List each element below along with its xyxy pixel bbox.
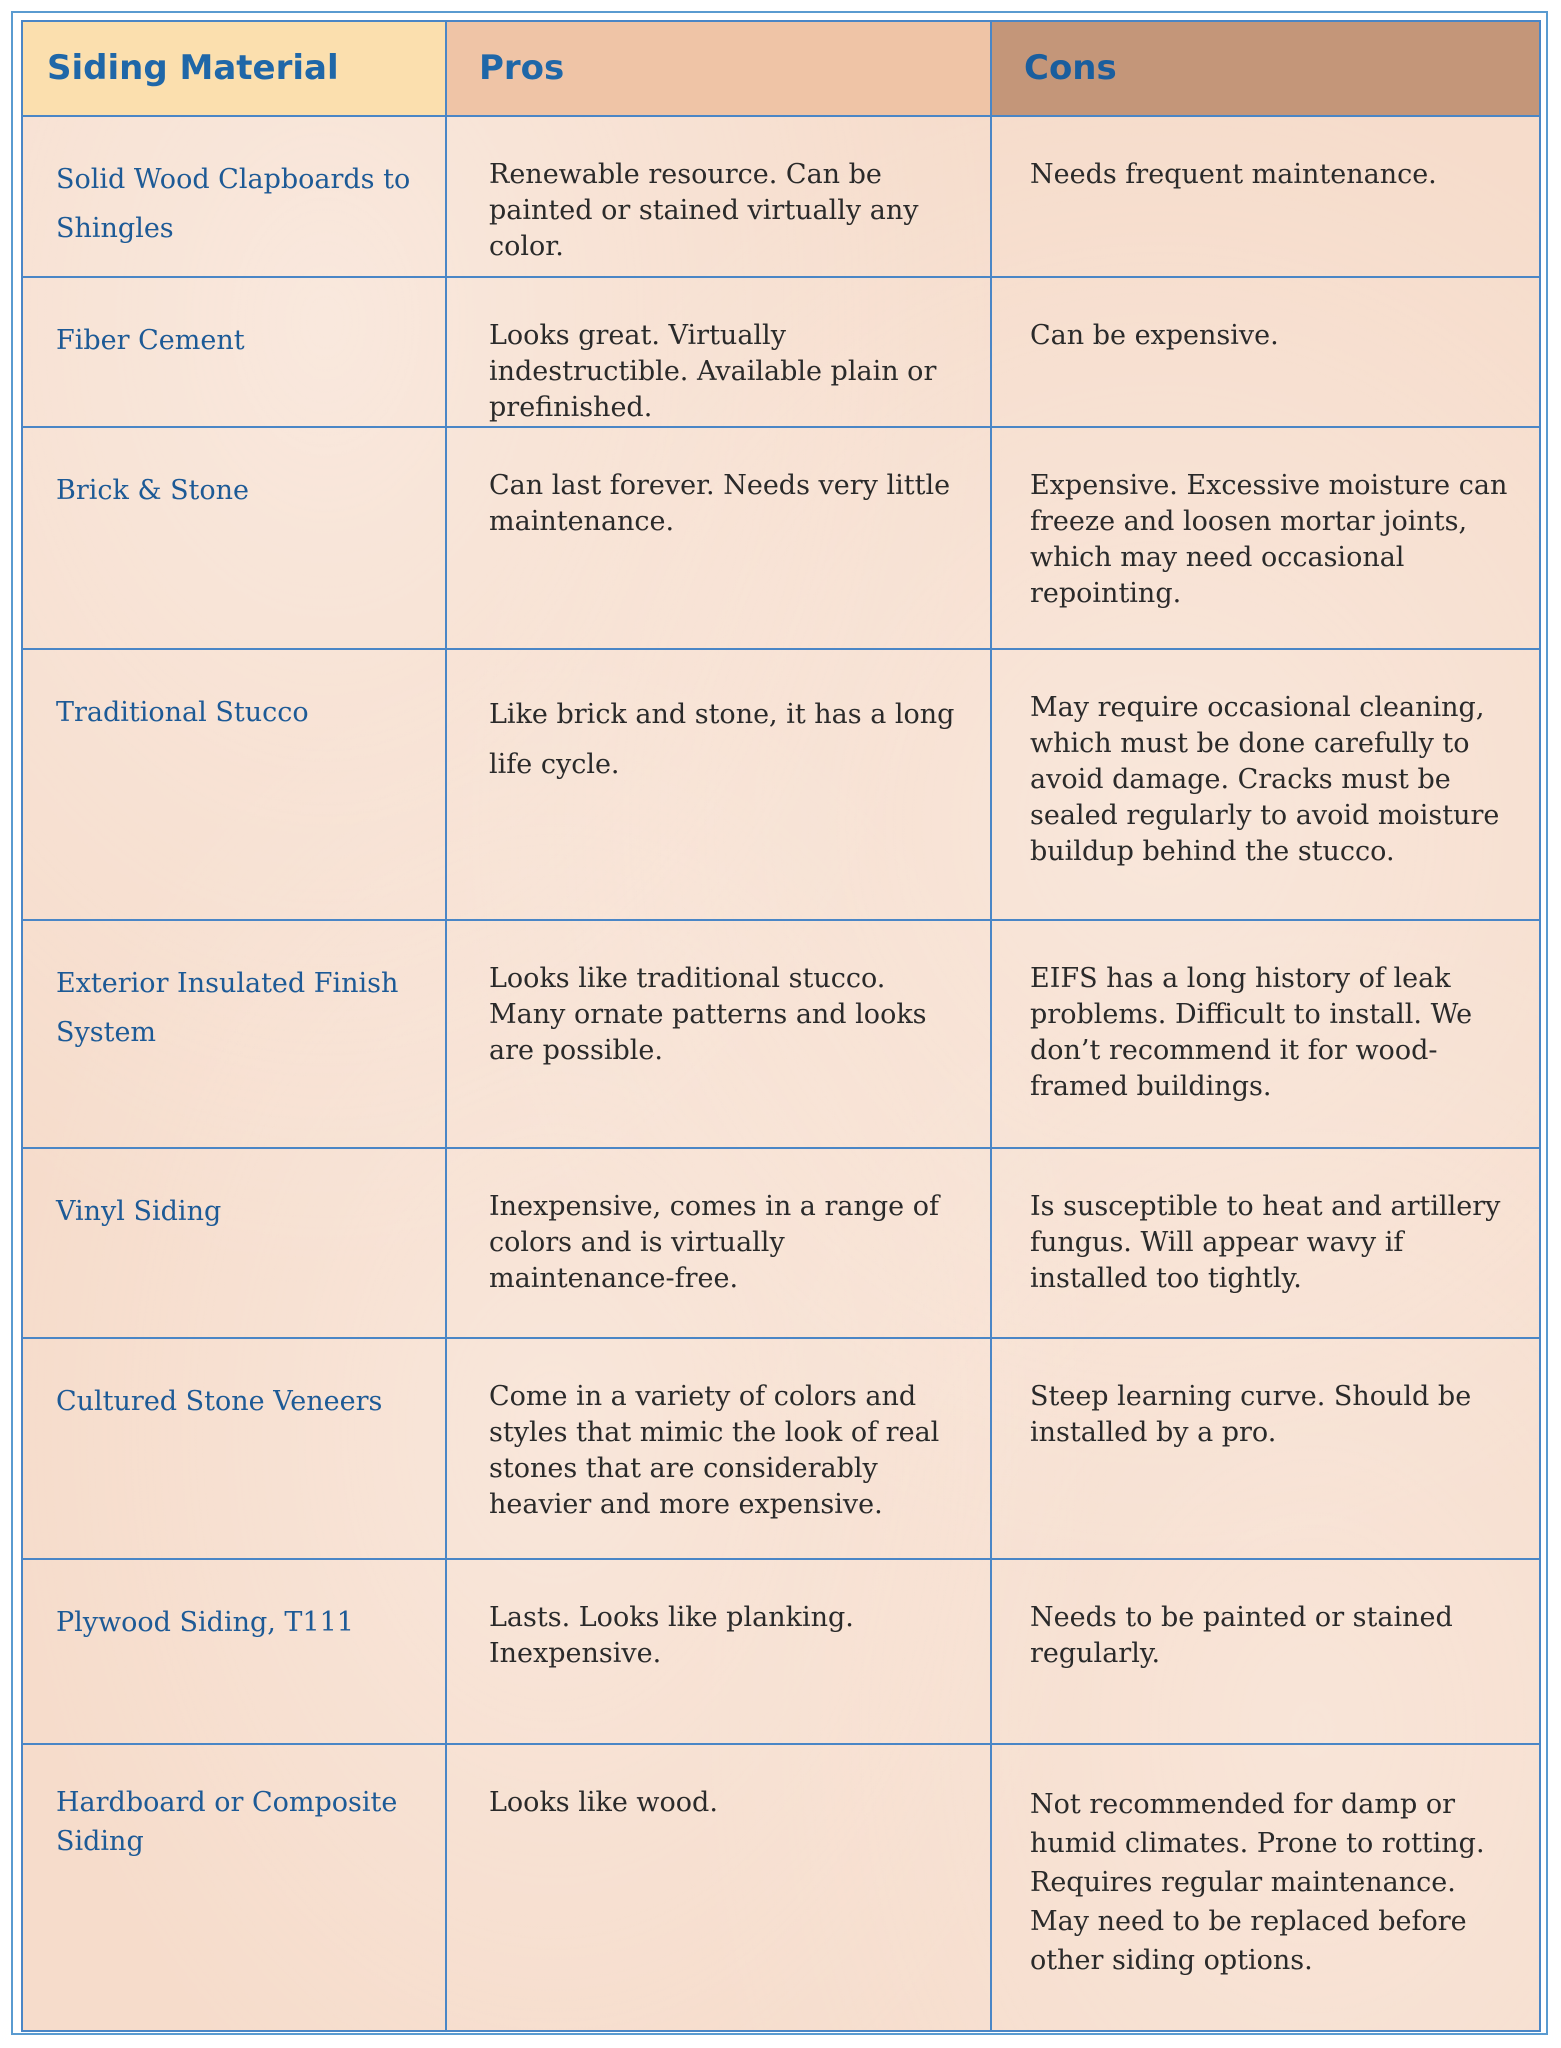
material-cell	[22, 116, 446, 277]
header-material: Siding Material	[47, 48, 339, 88]
table-row	[22, 920, 1540, 1148]
material-cell	[22, 427, 446, 649]
pros-text: Looks great. Virtually indestructible. Available plain or prefinished.	[489, 320, 937, 423]
cons-cell	[991, 427, 1540, 649]
header-cell-cons	[991, 21, 1540, 116]
material-cell	[22, 649, 446, 920]
cons-cell	[991, 116, 1540, 277]
material-name: Traditional Stucco	[56, 697, 309, 728]
pros-text: Like brick and stone, it has a long life cycle.	[489, 699, 955, 780]
cons-cell	[991, 1338, 1540, 1559]
pros-cell	[446, 649, 991, 920]
pros-cell	[446, 1744, 991, 2031]
cons-cell	[991, 1744, 1540, 2031]
pros-cell	[446, 1559, 991, 1744]
cons-text: Expensive. Excessive moisture can freeze and loosen mortar joints, which may need occasional repointing.	[1030, 470, 1508, 609]
cons-cell	[991, 1559, 1540, 1744]
pros-cell	[446, 116, 991, 277]
cons-text: Needs frequent maintenance.	[1030, 159, 1437, 190]
pros-cell	[446, 277, 991, 427]
material-cell	[22, 1148, 446, 1338]
table-row	[22, 649, 1540, 920]
table-row	[22, 116, 1540, 277]
material-name: Vinyl Siding	[56, 1196, 222, 1227]
pros-cell	[446, 427, 991, 649]
material-name: Plywood Siding, T111	[56, 1607, 354, 1638]
material-name: Hardboard or Composite Siding	[56, 1787, 398, 1857]
cons-text: May require occasional cleaning, which must be done carefully to avoid damage. Cracks must be sealed regularly to avoid moisture buildup behind the stucco.	[1030, 692, 1500, 867]
cons-cell	[991, 920, 1540, 1148]
cons-cell	[991, 277, 1540, 427]
pros-text: Looks like traditional stucco. Many ornate patterns and looks are possible.	[489, 963, 927, 1066]
pros-text: Inexpensive, comes in a range of colors and is virtually maintenance-free.	[489, 1191, 939, 1294]
pros-text: Renewable resource. Can be painted or stained virtually any color.	[489, 159, 919, 262]
header-cell-pros	[446, 21, 991, 116]
material-name: Solid Wood Clapboards to Shingles	[56, 164, 411, 244]
material-cell	[22, 1338, 446, 1559]
cons-text: Is susceptible to heat and artillery fungus. Will appear wavy if installed too tightly.	[1030, 1191, 1501, 1294]
table-row	[22, 427, 1540, 649]
cons-text: Steep learning curve. Should be installed by a pro.	[1030, 1381, 1472, 1448]
cons-text: EIFS has a long history of leak problems. Difficult to install. We don’t recommend it for wood-framed buildings.	[1030, 963, 1473, 1102]
header-row	[22, 21, 1540, 116]
cons-text: Not recommended for damp or humid climates. Prone to rotting. Requires regular maintenance. May need to be replaced before other siding options.	[1030, 1789, 1485, 1976]
pros-text: Can last forever. Needs very little maintenance.	[489, 470, 951, 537]
material-name: Brick & Stone	[56, 475, 250, 506]
pros-cell	[446, 920, 991, 1148]
pros-cell	[446, 1148, 991, 1338]
cons-text: Needs to be painted or stained regularly.	[1030, 1602, 1453, 1669]
material-name: Fiber Cement	[56, 325, 245, 356]
table-row	[22, 1744, 1540, 2031]
cons-cell	[991, 649, 1540, 920]
header-cons: Cons	[1024, 48, 1117, 88]
material-cell	[22, 277, 446, 427]
cons-text: Can be expensive.	[1030, 320, 1279, 351]
pros-text: Looks like wood.	[489, 1787, 718, 1818]
cons-cell	[991, 1148, 1540, 1338]
pros-text: Come in a variety of colors and styles that mimic the look of real stones that are considerably heavier and more expensive.	[489, 1381, 940, 1520]
material-cell	[22, 920, 446, 1148]
header-pros: Pros	[479, 48, 565, 88]
pros-cell	[446, 1338, 991, 1559]
material-cell	[22, 1744, 446, 2031]
table-row	[22, 1338, 1540, 1559]
siding-comparison-table	[21, 20, 1541, 2032]
table-row	[22, 1559, 1540, 1744]
pros-text: Lasts. Looks like planking. Inexpensive.	[489, 1602, 854, 1669]
table-row	[22, 277, 1540, 427]
table-row	[22, 1148, 1540, 1338]
material-cell	[22, 1559, 446, 1744]
header-cell-material	[22, 21, 446, 116]
material-name: Cultured Stone Veneers	[56, 1386, 383, 1417]
material-name: Exterior Insulated Finish System	[56, 968, 399, 1048]
